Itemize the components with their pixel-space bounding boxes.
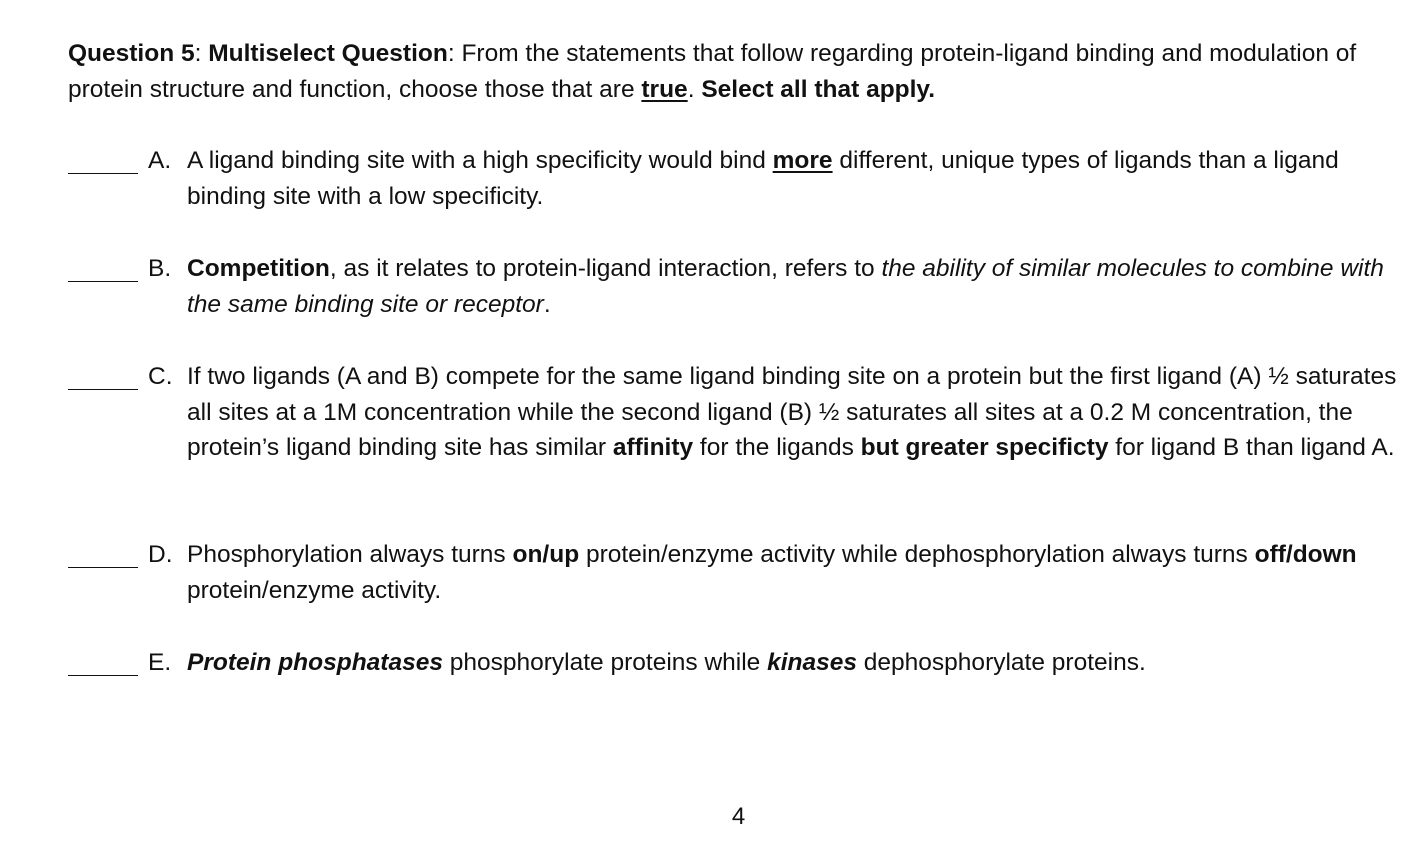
- phosphatases-keyword: Protein phosphatases: [187, 649, 443, 676]
- option-b-text-1: , as it relates to protein-ligand interaction, refers to: [329, 255, 882, 282]
- option-letter: C.: [148, 363, 173, 390]
- answer-blank-d[interactable]: [68, 567, 138, 568]
- on-up-keyword: on/up: [512, 541, 580, 568]
- question-prompt-end: .: [687, 76, 702, 103]
- option-a-text-1: A ligand binding site with a high specificity would bind: [187, 147, 773, 174]
- answer-blank-e[interactable]: [68, 675, 138, 676]
- page-number: 4: [731, 803, 746, 830]
- option-text: [187, 359, 1409, 466]
- option-c-text-3: for ligand B than ligand A.: [1108, 434, 1395, 461]
- option-d-text-1: Phosphorylation always turns: [187, 541, 513, 568]
- answer-blank-a[interactable]: [68, 173, 138, 174]
- competition-definition: the ability of similar molecules to combine with the same binding site or receptor: [187, 255, 1384, 318]
- option-c-text-1: If two ligands (A and B) compete for the same ligand binding site on a protein but the first ligand (A) ½ saturates all sites at a 1M concentration while the second ligand (B) ½ saturates all sites at a 0.2 M concentration, the protein’s ligand binding site has similar: [187, 363, 1397, 461]
- more-keyword: more: [772, 147, 833, 174]
- kinases-keyword: kinases: [767, 649, 857, 676]
- answer-blank-b[interactable]: [68, 281, 138, 282]
- option-letter: D.: [148, 541, 173, 568]
- option-c-text-2: for the ligands: [693, 434, 861, 461]
- option-letter: B.: [148, 255, 172, 282]
- select-all-instruction: Select all that apply.: [701, 76, 936, 103]
- question-type: Multiselect Question: [208, 40, 448, 67]
- answer-blank-c[interactable]: [68, 389, 138, 390]
- competition-keyword: Competition: [187, 255, 330, 282]
- question-prompt: : From the statements that follow regarding protein-ligand binding and modulation of protein structure and function, choose those that are: [68, 40, 1357, 103]
- greater-specificity-keyword: but greater specificty: [860, 434, 1109, 461]
- option-text: [187, 537, 1409, 608]
- option-a-text-2: different, unique types of ligands than a ligand binding site with a low specificity.: [187, 147, 1339, 210]
- option-text: [187, 645, 1409, 681]
- option-text: [187, 143, 1409, 214]
- off-down-keyword: off/down: [1254, 541, 1357, 568]
- option-d-text-2: protein/enzyme activity while dephosphorylation always turns: [579, 541, 1255, 568]
- affinity-keyword: affinity: [612, 434, 694, 461]
- question-label: Question 5: [68, 40, 195, 67]
- option-e-text-1: phosphorylate proteins while: [442, 649, 768, 676]
- option-letter: A.: [148, 147, 172, 174]
- option-e-text-2: dephosphorylate proteins.: [857, 649, 1146, 676]
- option-b-text-2: .: [543, 290, 551, 318]
- question-header: [68, 36, 1388, 108]
- option-d-text-3: protein/enzyme activity.: [187, 576, 442, 604]
- question-colon: :: [194, 40, 209, 67]
- true-keyword: true: [641, 76, 688, 103]
- option-letter: E.: [148, 649, 172, 676]
- option-text: [187, 251, 1409, 322]
